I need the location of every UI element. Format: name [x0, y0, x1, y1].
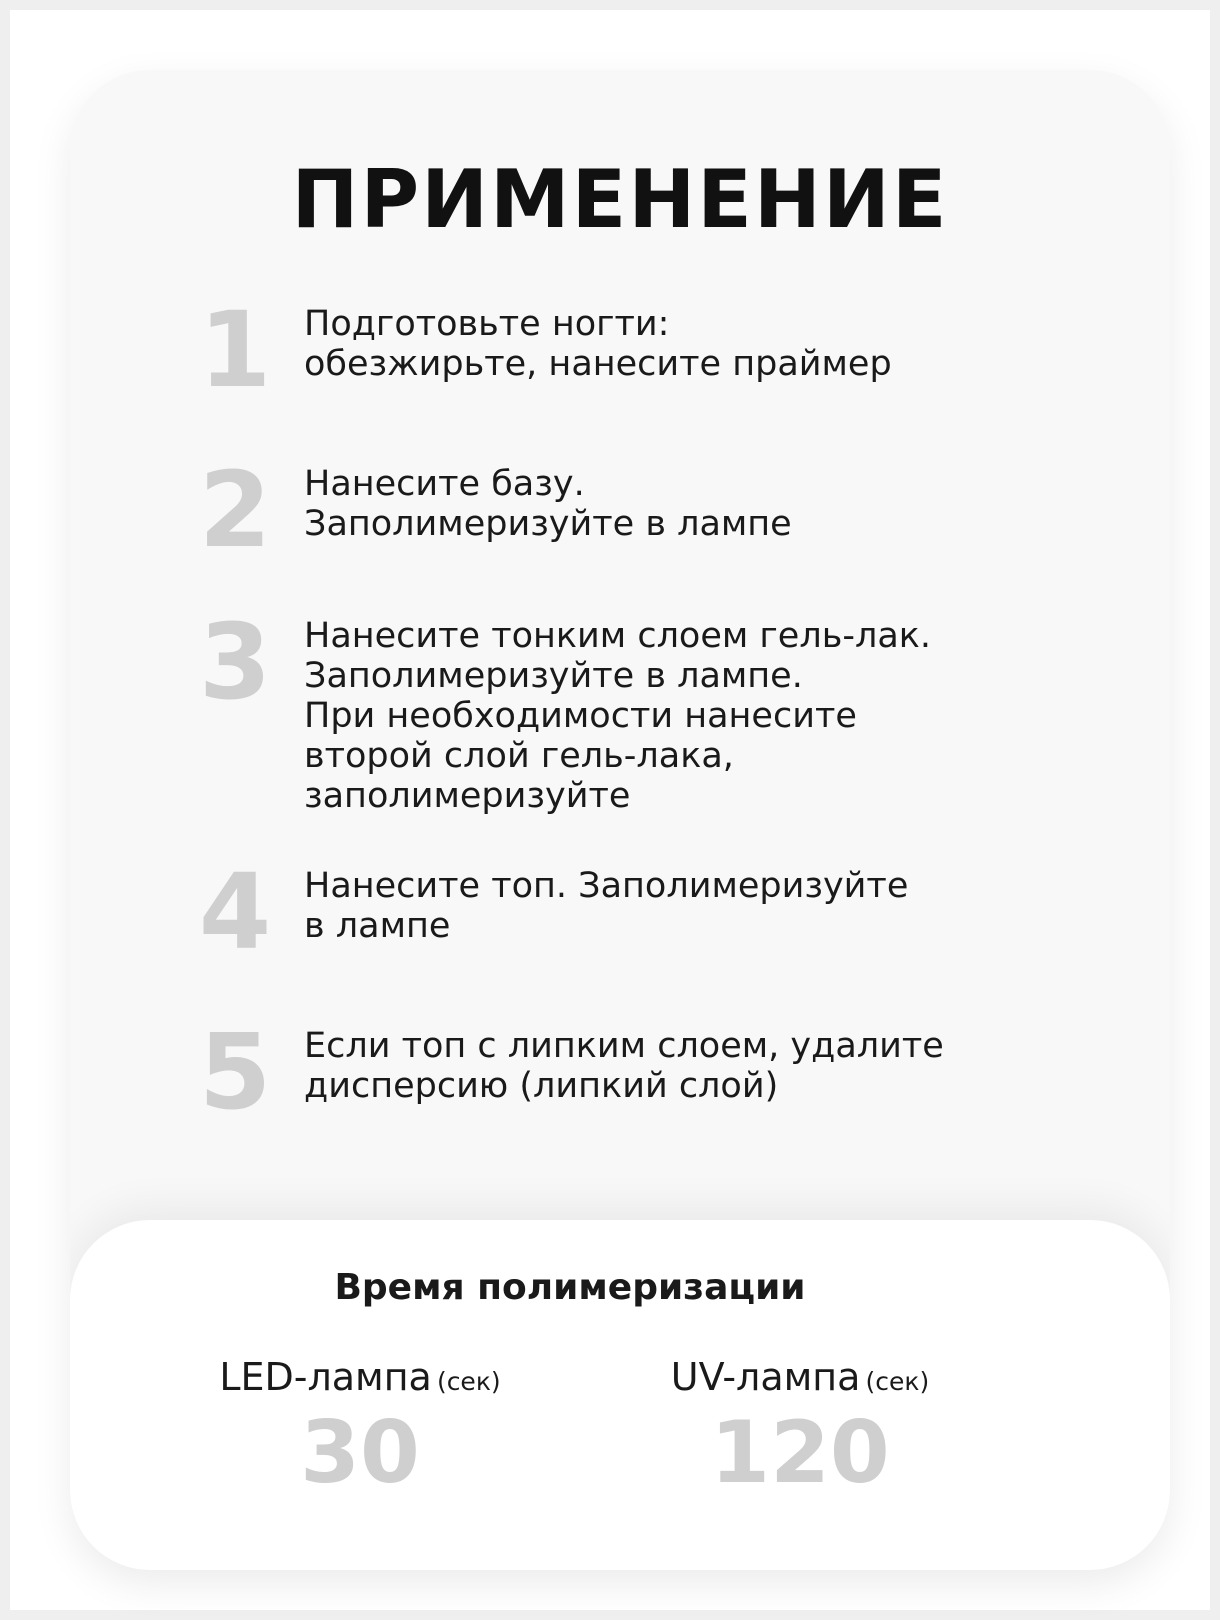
instructions-card	[70, 70, 1170, 1570]
curing-time-panel	[70, 1220, 1170, 1570]
step-text: Нанесите тонким слоем гель-лак. Заполимеризуйте в лампе. При необходимости нанесите второй слой гель-лака, заполимеризуйте	[304, 616, 932, 816]
uv-lamp-value: 120	[710, 1403, 890, 1503]
led-lamp-value: 30	[300, 1403, 420, 1503]
step-text: Нанесите базу. Заполимеризуйте в лампе	[304, 464, 792, 544]
step-number: 3	[198, 601, 272, 723]
uv-lamp-unit: (сек)	[865, 1367, 930, 1396]
uv-lamp-label: UV-лампа	[670, 1355, 861, 1399]
page-title: ПРИМЕНЕНИЕ	[291, 153, 949, 246]
led-lamp-label: LED-лампа	[219, 1355, 432, 1399]
step-number: 2	[198, 449, 272, 571]
step-number: 4	[198, 851, 272, 973]
page-frame	[10, 10, 1210, 1610]
step-number: 1	[198, 289, 272, 411]
curing-time-title: Время полимеризации	[334, 1267, 806, 1308]
step-text: Если топ с липким слоем, удалите дисперсию (липкий слой)	[304, 1026, 944, 1106]
uv-lamp-block	[590, 1355, 1010, 1503]
step-number: 5	[198, 1011, 272, 1133]
step-text: Нанесите топ. Заполимеризуйте в лампе	[304, 866, 909, 946]
led-lamp-block	[150, 1355, 570, 1503]
led-lamp-unit: (сек)	[436, 1367, 501, 1396]
step-text: Подготовьте ногти: обезжирьте, нанесите праймер	[304, 304, 892, 384]
